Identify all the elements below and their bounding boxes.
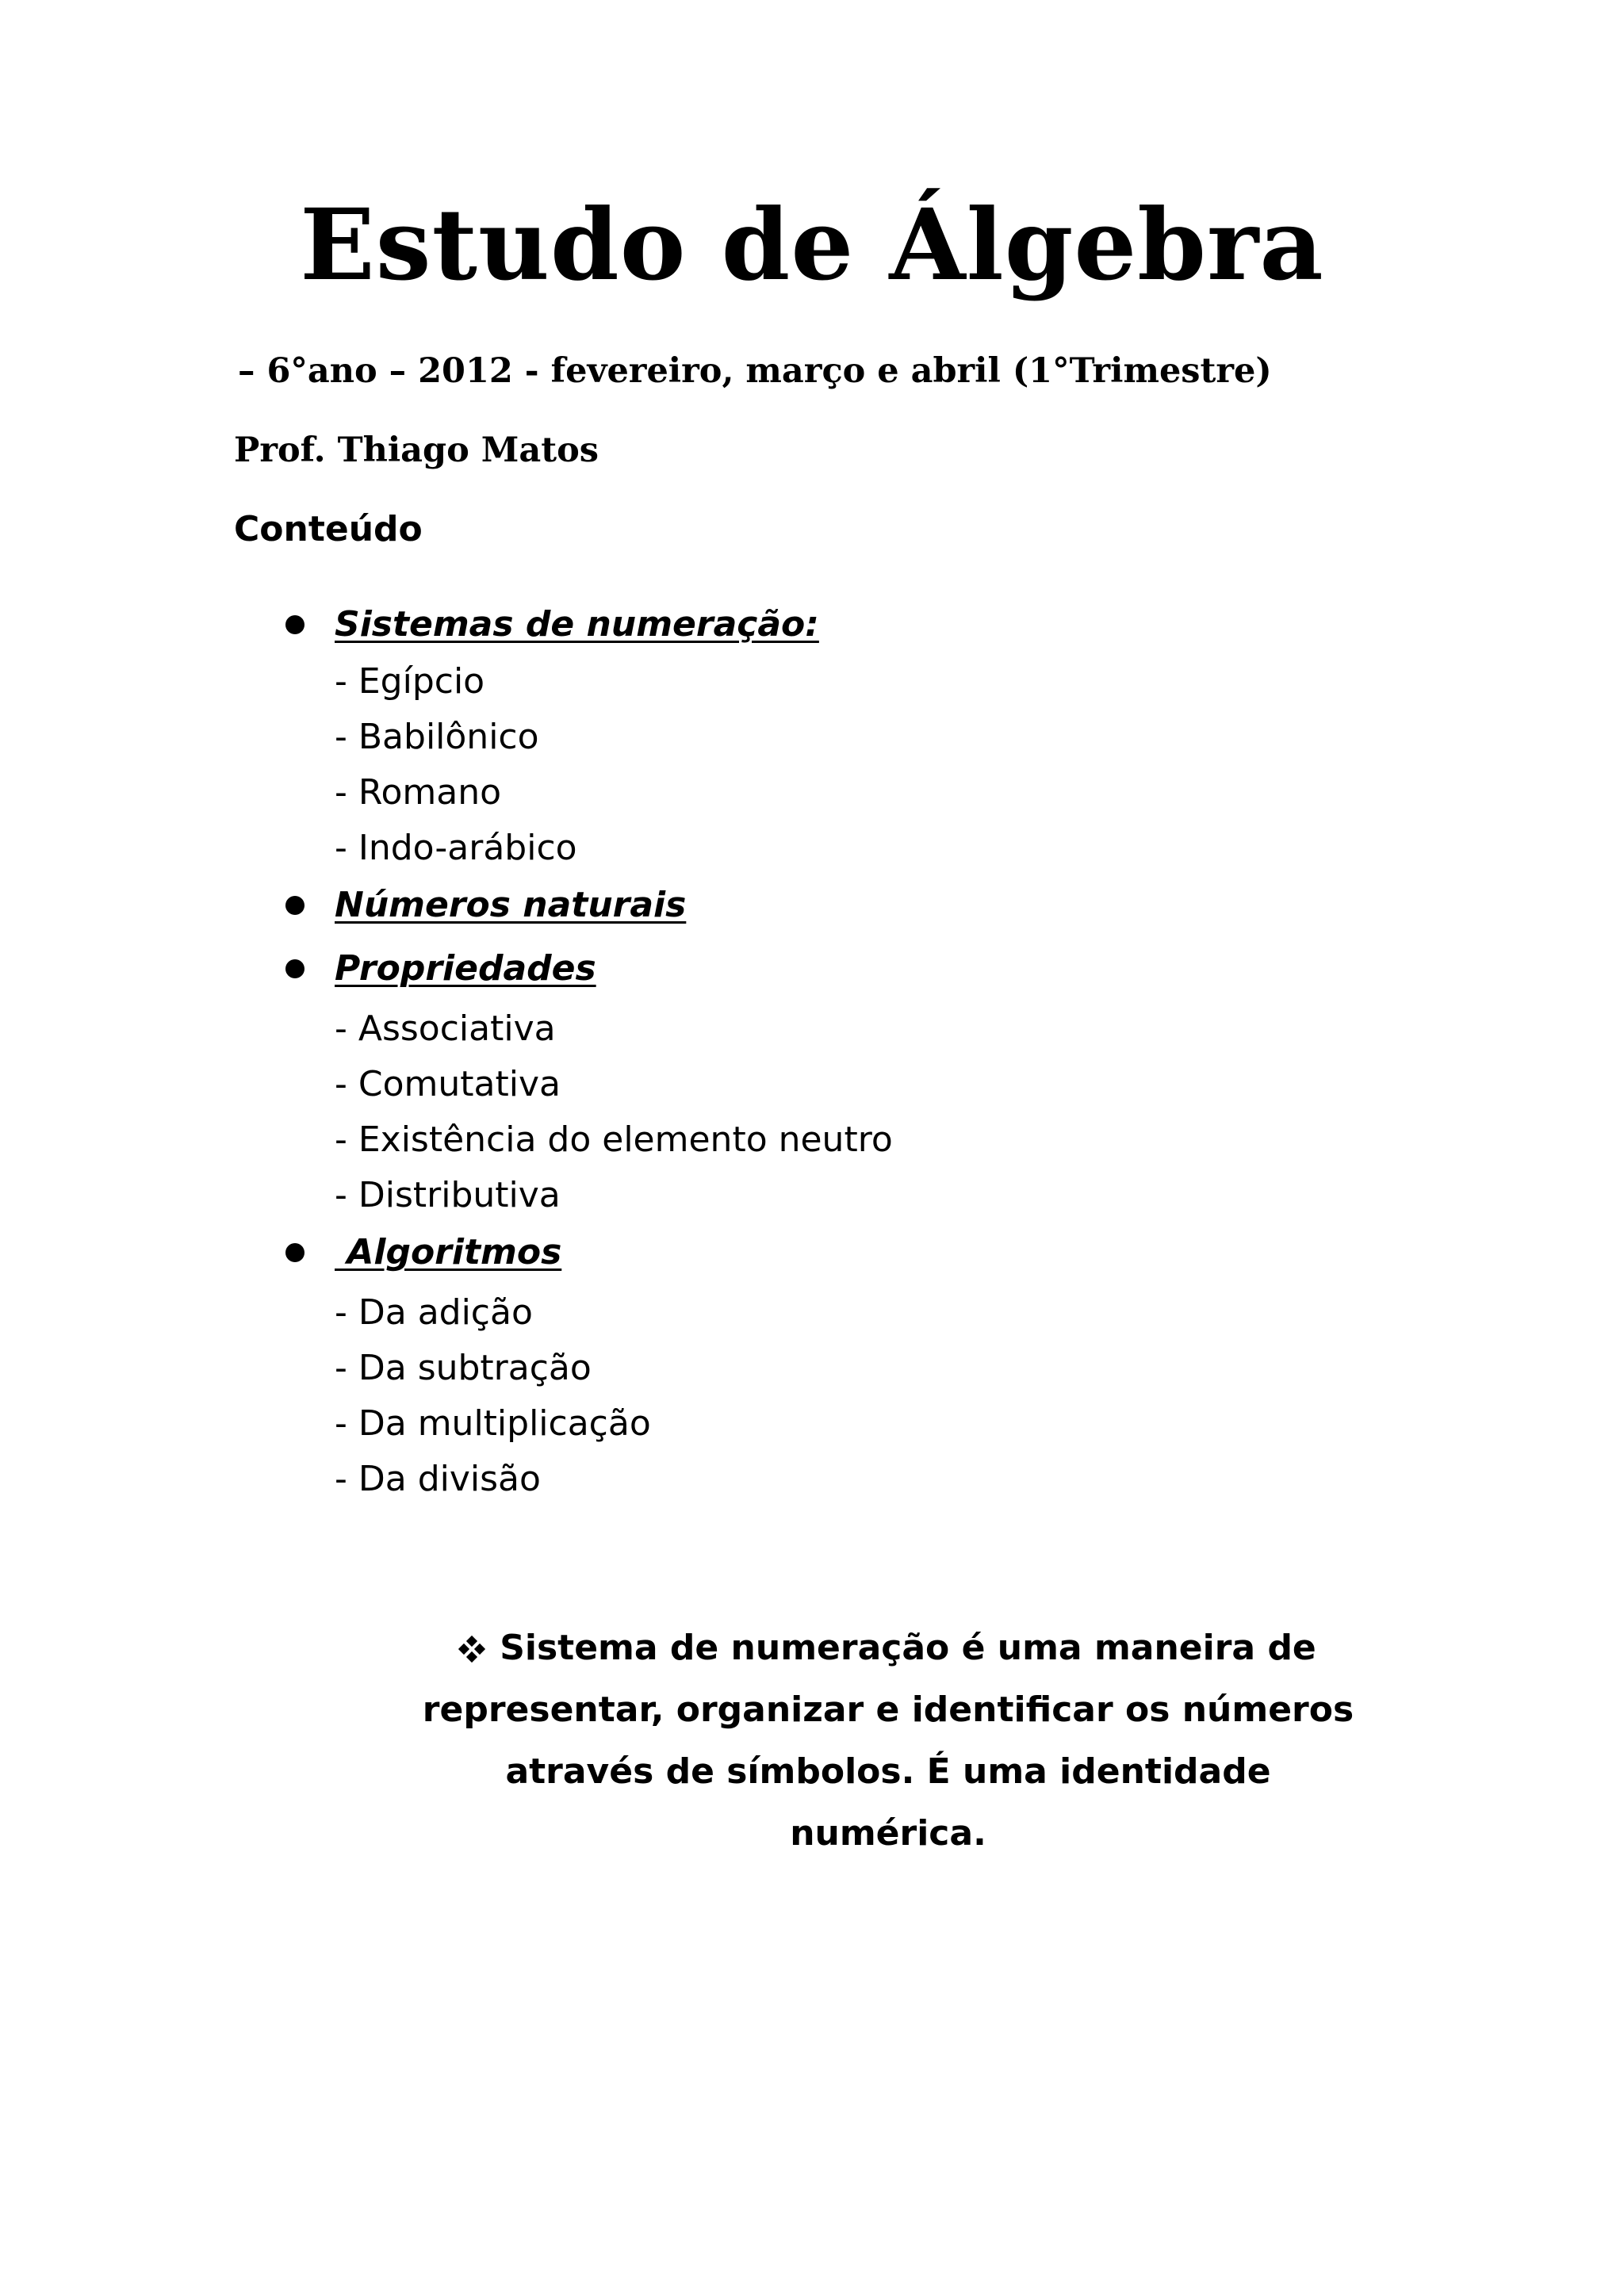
list-item: - Distributiva — [335, 1175, 561, 1215]
bullet-icon — [285, 1243, 304, 1262]
document-title: Estudo de Álgebra — [300, 188, 1324, 303]
list-item: - Comutativa — [335, 1064, 561, 1104]
list-item: - Babilônico — [335, 717, 539, 757]
content-heading: Conteúdo — [234, 509, 423, 549]
bullet-icon — [285, 896, 304, 915]
diamond-bullet-icon — [460, 1637, 484, 1661]
definition-paragraph — [412, 1617, 1364, 1865]
bullet-icon — [285, 615, 304, 634]
list-item: - Romano — [335, 772, 502, 813]
definition-text: Sistema de numeração é uma maneira de representar, organizar e identificar os números através de símbolos. É uma identidade numérica. — [422, 1628, 1354, 1854]
document-subtitle: – 6°ano – 2012 - fevereiro, março e abril (1°Trimestre) — [238, 351, 1272, 391]
list-item: - Indo-arábico — [335, 828, 577, 868]
topic-label: Números naturais — [335, 885, 687, 925]
list-item: - Da subtração — [335, 1348, 592, 1388]
list-item: - Existência do elemento neutro — [335, 1119, 893, 1160]
bullet-icon — [285, 959, 304, 978]
topic-label: Algoritmos — [335, 1232, 562, 1272]
topic-label: Propriedades — [335, 948, 596, 989]
list-item: - Da divisão — [335, 1459, 541, 1499]
list-item: - Da adição — [335, 1292, 533, 1333]
list-item: - Egípcio — [335, 661, 485, 702]
list-item: - Associativa — [335, 1008, 556, 1049]
teacher-name: Prof. Thiago Matos — [234, 430, 599, 470]
topic-label: Sistemas de numeração: — [335, 604, 819, 645]
list-item: - Da multiplicação — [335, 1403, 651, 1444]
